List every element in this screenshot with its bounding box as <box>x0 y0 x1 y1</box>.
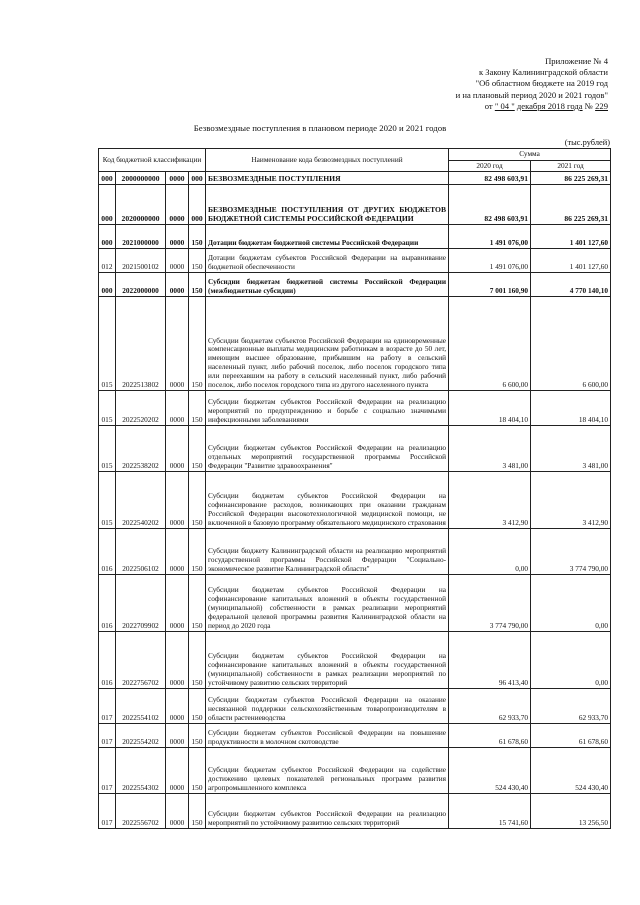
table-row <box>99 632 611 689</box>
admin-code-cell: 015 <box>99 426 116 472</box>
income-code-cell: 2022513802 <box>116 297 166 391</box>
appendix-number: Приложение № 4 <box>545 56 608 66</box>
table-row <box>99 172 611 185</box>
amount-2021-cell: 0,00 <box>531 632 611 689</box>
admin-code-cell: 017 <box>99 724 116 748</box>
units-label: (тыс.рублей) <box>564 138 610 147</box>
table-row <box>99 724 611 748</box>
revenue-table <box>98 148 611 829</box>
program-code-cell: 0000 <box>166 172 189 185</box>
appendix-law-title: "Об областном бюджете на 2019 год <box>475 78 608 89</box>
program-code-cell: 0000 <box>166 391 189 426</box>
economic-code-cell: 150 <box>189 426 206 472</box>
program-code-cell: 0000 <box>166 225 189 249</box>
income-name-cell: Субсидии бюджету Калининградской области на реализацию мероприятий государственной программы Российской Федерации "Социально-экономическое развитие Калининградской области" <box>206 529 449 575</box>
table-row <box>99 297 611 391</box>
program-code-cell: 0000 <box>166 748 189 794</box>
economic-code-cell: 150 <box>189 748 206 794</box>
admin-code-cell: 016 <box>99 575 116 632</box>
amount-2020-cell: 6 600,00 <box>449 297 531 391</box>
income-code-cell: 2021500102 <box>116 249 166 273</box>
income-name-cell: БЕЗВОЗМЕЗДНЫЕ ПОСТУПЛЕНИЯ ОТ ДРУГИХ БЮДЖЕТОВ БЮДЖЕТНОЙ СИСТЕМЫ РОССИЙСКОЙ ФЕДЕРАЦИИ <box>206 185 449 225</box>
date-number-prefix: № <box>584 100 596 111</box>
economic-code-cell: 000 <box>189 172 206 185</box>
table-row <box>99 794 611 829</box>
amount-2020-cell: 82 498 603,91 <box>449 172 531 185</box>
amount-2020-cell: 7 001 160,90 <box>449 273 531 297</box>
program-code-cell: 0000 <box>166 472 189 529</box>
income-code-cell: 2022554102 <box>116 689 166 724</box>
economic-code-cell: 150 <box>189 273 206 297</box>
income-name-cell: Субсидии бюджетам субъектов Российской Федерации на реализацию отдельных мероприятий государственной программы Российской Федерации "Развитие здравоохранения" <box>206 426 449 472</box>
admin-code-cell: 015 <box>99 472 116 529</box>
amount-2020-cell: 96 413,40 <box>449 632 531 689</box>
date-month-year: декабря 2018 года <box>516 100 583 111</box>
income-code-cell: 2022520202 <box>116 391 166 426</box>
program-code-cell: 0000 <box>166 794 189 829</box>
program-code-cell: 0000 <box>166 426 189 472</box>
admin-code-cell: 017 <box>99 689 116 724</box>
economic-code-cell: 000 <box>189 185 206 225</box>
income-name-cell: Субсидии бюджетам субъектов Российской Федерации на содействие достижению целевых показателей региональных программ развития агропромышленного комплекса <box>206 748 449 794</box>
program-code-cell: 0000 <box>166 529 189 575</box>
amount-2021-cell: 3 774 790,00 <box>531 529 611 575</box>
income-name-cell: Субсидии бюджетам субъектов Российской Федерации на единовременные компенсационные выплаты медицинским работникам в возрасте до 50 лет, имеющим высшее образование, прибывшим на работу в сельский населенный пункт, либо рабочий поселок, либо поселок городского типа или переехавшим на работу в сельский населенный пункт, либо рабочий поселок, либо поселок городского типа из другого населенного пункта <box>206 297 449 391</box>
table-row <box>99 472 611 529</box>
appendix-law-period: и на плановый период 2020 и 2021 годов" <box>455 89 608 100</box>
income-code-cell: 2022540202 <box>116 472 166 529</box>
admin-code-cell: 017 <box>99 748 116 794</box>
income-code-cell: 2022506102 <box>116 529 166 575</box>
program-code-cell: 0000 <box>166 689 189 724</box>
amount-2021-cell: 4 770 140,10 <box>531 273 611 297</box>
income-code-cell: 2022554202 <box>116 724 166 748</box>
table-row <box>99 185 611 225</box>
amount-2020-cell: 61 678,60 <box>449 724 531 748</box>
amount-2021-cell: 86 225 269,31 <box>531 185 611 225</box>
amount-2021-cell: 6 600,00 <box>531 297 611 391</box>
table-row <box>99 529 611 575</box>
amount-2021-cell: 61 678,60 <box>531 724 611 748</box>
income-code-cell: 2020000000 <box>116 185 166 225</box>
admin-code-cell: 000 <box>99 273 116 297</box>
admin-code-cell: 017 <box>99 794 116 829</box>
admin-code-cell: 016 <box>99 529 116 575</box>
table-row <box>99 689 611 724</box>
amount-2020-cell: 524 430,40 <box>449 748 531 794</box>
income-name-cell: Субсидии бюджетам субъектов Российской Федерации на повышение продуктивности в молочном скотоводстве <box>206 724 449 748</box>
document-title: Безвозмездные поступления в плановом периоде 2020 и 2021 годов <box>193 123 447 133</box>
amount-2021-cell: 524 430,40 <box>531 748 611 794</box>
program-code-cell: 0000 <box>166 273 189 297</box>
income-code-cell: 2021000000 <box>116 225 166 249</box>
header-2020: 2020 год <box>449 161 531 172</box>
appendix-date <box>456 101 608 112</box>
income-name-cell: Дотации бюджетам бюджетной системы Российской Федерации <box>206 225 449 249</box>
program-code-cell: 0000 <box>166 724 189 748</box>
amount-2020-cell: 82 498 603,91 <box>449 185 531 225</box>
amount-2021-cell: 18 404,10 <box>531 391 611 426</box>
program-code-cell: 0000 <box>166 185 189 225</box>
amount-2021-cell: 3 412,90 <box>531 472 611 529</box>
amount-2021-cell: 13 256,50 <box>531 794 611 829</box>
amount-2020-cell: 1 491 076,00 <box>449 225 531 249</box>
income-name-cell: Субсидии бюджетам субъектов Российской Федерации на софинансирование расходов, возникающих при оказании гражданам Российской Федерации высокотехнологичной медицинской помощи, не включенной в базовую программу обязательного медицинского страхования <box>206 472 449 529</box>
income-name-cell: Субсидии бюджетам субъектов Российской Федерации на софинансирование капитальных вложений в объекты государственной (муниципальной) собственности в рамках реализации мероприятий по устойчивому развитию сельских территорий <box>206 632 449 689</box>
header-code: Код бюджетной классификации <box>99 149 206 172</box>
admin-code-cell: 000 <box>99 172 116 185</box>
program-code-cell: 0000 <box>166 249 189 273</box>
table-row <box>99 249 611 273</box>
income-code-cell: 2022756702 <box>116 632 166 689</box>
admin-code-cell: 015 <box>99 391 116 426</box>
table-body <box>99 172 611 829</box>
income-code-cell: 2022556702 <box>116 794 166 829</box>
appendix-law: к Закону Калининградской области <box>478 67 608 78</box>
economic-code-cell: 150 <box>189 529 206 575</box>
appendix-header <box>456 56 608 112</box>
amount-2020-cell: 3 774 790,00 <box>449 575 531 632</box>
income-name-cell: Дотации бюджетам субъектов Российской Федерации на выравнивание бюджетной обеспеченности <box>206 249 449 273</box>
table-row <box>99 225 611 249</box>
header-name: Наименование кода безвозмездных поступлений <box>206 149 449 172</box>
income-name-cell: Субсидии бюджетам субъектов Российской Федерации на реализацию мероприятий по устойчивому развитию сельских территорий <box>206 794 449 829</box>
date-number: 229 <box>595 100 608 111</box>
income-code-cell: 2022554302 <box>116 748 166 794</box>
economic-code-cell: 150 <box>189 632 206 689</box>
economic-code-cell: 150 <box>189 391 206 426</box>
economic-code-cell: 150 <box>189 794 206 829</box>
amount-2021-cell: 3 481,00 <box>531 426 611 472</box>
admin-code-cell: 000 <box>99 185 116 225</box>
income-code-cell: 2022538202 <box>116 426 166 472</box>
header-2021: 2021 год <box>531 161 611 172</box>
date-day: " 04 " <box>494 100 515 111</box>
admin-code-cell: 012 <box>99 249 116 273</box>
amount-2021-cell: 0,00 <box>531 575 611 632</box>
income-name-cell: Субсидии бюджетам субъектов Российской Федерации на софинансирование капитальных вложений в объекты государственной (муниципальной) собственности в рамках реализации мероприятий федеральной целевой программы развития Калининградской области на период до 2020 года <box>206 575 449 632</box>
income-name-cell: Субсидии бюджетам бюджетной системы Российской Федерации (межбюджетные субсидии) <box>206 273 449 297</box>
header-sum: Сумма <box>449 149 611 161</box>
program-code-cell: 0000 <box>166 575 189 632</box>
admin-code-cell: 016 <box>99 632 116 689</box>
income-code-cell: 2022709902 <box>116 575 166 632</box>
table-row <box>99 391 611 426</box>
economic-code-cell: 150 <box>189 225 206 249</box>
amount-2020-cell: 1 491 076,00 <box>449 249 531 273</box>
amount-2021-cell: 62 933,70 <box>531 689 611 724</box>
income-name-cell: Субсидии бюджетам субъектов Российской Федерации на оказание несвязанной поддержки сельскохозяйственным товаропроизводителям в области растениеводства <box>206 689 449 724</box>
economic-code-cell: 150 <box>189 249 206 273</box>
amount-2020-cell: 62 933,70 <box>449 689 531 724</box>
program-code-cell: 0000 <box>166 297 189 391</box>
income-name-cell: БЕЗВОЗМЕЗДНЫЕ ПОСТУПЛЕНИЯ <box>206 172 449 185</box>
admin-code-cell: 000 <box>99 225 116 249</box>
amount-2021-cell: 86 225 269,31 <box>531 172 611 185</box>
amount-2020-cell: 0,00 <box>449 529 531 575</box>
program-code-cell: 0000 <box>166 632 189 689</box>
income-code-cell: 2022000000 <box>116 273 166 297</box>
admin-code-cell: 015 <box>99 297 116 391</box>
table-row <box>99 748 611 794</box>
amount-2021-cell: 1 401 127,60 <box>531 225 611 249</box>
income-name-cell: Субсидии бюджетам субъектов Российской Федерации на реализацию мероприятий по предупреждению и борьбе с социально значимыми инфекционными заболеваниями <box>206 391 449 426</box>
date-prefix: от <box>484 100 495 111</box>
economic-code-cell: 150 <box>189 297 206 391</box>
amount-2021-cell: 1 401 127,60 <box>531 249 611 273</box>
table-row <box>99 426 611 472</box>
amount-2020-cell: 3 481,00 <box>449 426 531 472</box>
economic-code-cell: 150 <box>189 689 206 724</box>
table-row <box>99 575 611 632</box>
amount-2020-cell: 18 404,10 <box>449 391 531 426</box>
table-row <box>99 273 611 297</box>
amount-2020-cell: 15 741,60 <box>449 794 531 829</box>
amount-2020-cell: 3 412,90 <box>449 472 531 529</box>
economic-code-cell: 150 <box>189 472 206 529</box>
economic-code-cell: 150 <box>189 724 206 748</box>
economic-code-cell: 150 <box>189 575 206 632</box>
income-code-cell: 2000000000 <box>116 172 166 185</box>
